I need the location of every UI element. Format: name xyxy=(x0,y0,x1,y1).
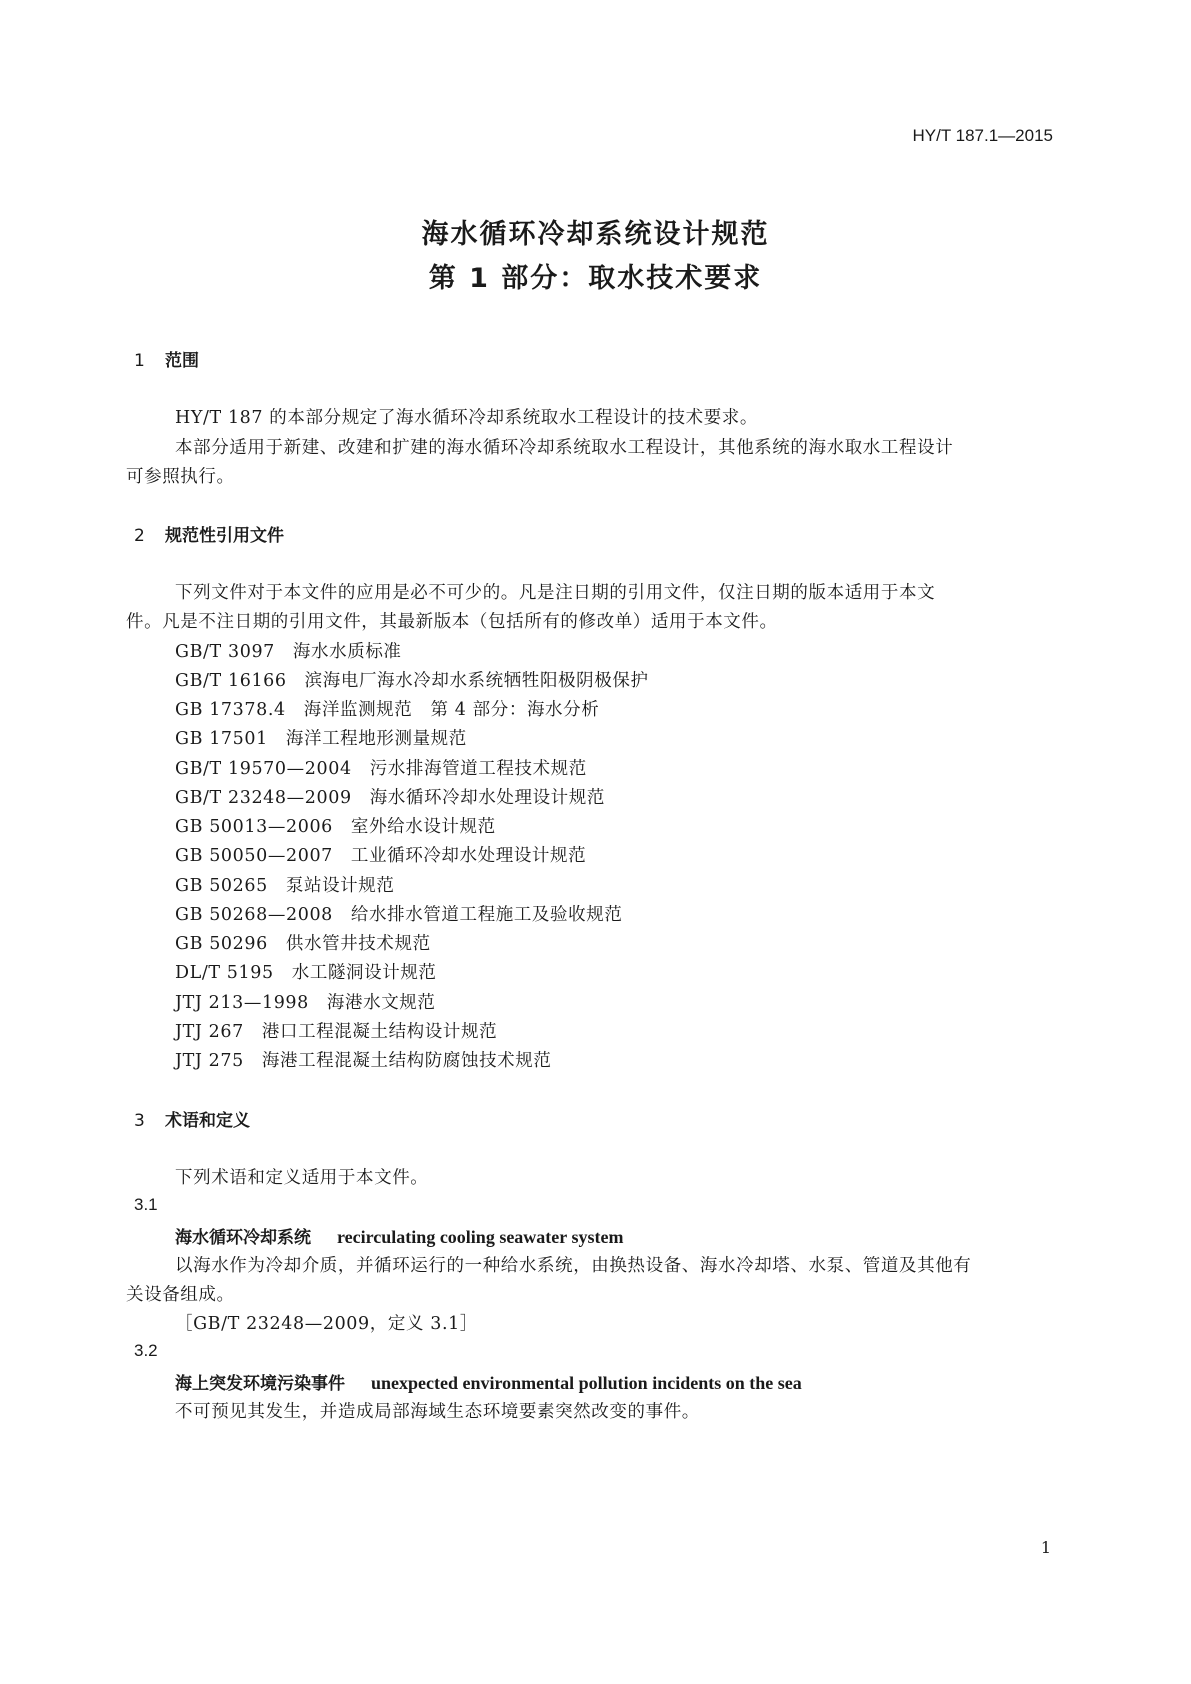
section-number: 3 xyxy=(134,1111,145,1131)
term-heading xyxy=(175,1223,623,1248)
reference-title: 海水循环冷却水处理设计规范 xyxy=(369,788,605,808)
reference-code: JTJ 275 xyxy=(175,1051,244,1071)
paragraph: HY/T 187 的本部分规定了海水循环冷却系统取水工程设计的技术要求。 xyxy=(175,408,759,428)
reference-title: 滨海电厂海水冷却水系统牺牲阳极阴极保护 xyxy=(304,671,649,691)
section-number: 1 xyxy=(134,351,145,371)
section-number: 2 xyxy=(134,526,145,546)
term-number: 3.1 xyxy=(134,1195,158,1214)
reference-item xyxy=(175,755,587,780)
reference-code: GB 17378.4 xyxy=(175,700,286,720)
reference-title: 给水排水管道工程施工及验收规范 xyxy=(350,905,623,925)
reference-title: 海港工程混凝土结构防腐蚀技术规范 xyxy=(261,1051,552,1071)
reference-code: GB/T 19570—2004 xyxy=(175,759,352,779)
term-number: 3.2 xyxy=(134,1341,158,1360)
reference-title: 工业循环冷却水处理设计规范 xyxy=(350,846,587,866)
reference-code: GB 50265 xyxy=(175,876,268,896)
reference-item xyxy=(175,959,437,984)
reference-item xyxy=(175,901,622,926)
reference-code: DL/T 5195 xyxy=(175,963,274,983)
term-definition: 不可预见其发生，并造成局部海域生态环境要素突然改变的事件。 xyxy=(175,1402,700,1422)
reference-item xyxy=(175,725,467,750)
term-definition-continuation: 关设备组成。 xyxy=(126,1285,235,1305)
reference-title: 水工隧洞设计规范 xyxy=(291,963,437,983)
reference-code: GB/T 16166 xyxy=(175,671,287,691)
reference-title: 室外给水设计规范 xyxy=(350,817,496,837)
section-title: 范围 xyxy=(165,351,199,371)
reference-title: 海水水质标准 xyxy=(292,642,402,662)
reference-code: JTJ 213—1998 xyxy=(175,993,309,1013)
term-chinese: 海水循环冷却系统 xyxy=(175,1228,311,1248)
paragraph: 本部分适用于新建、改建和扩建的海水循环冷却系统取水工程设计，其他系统的海水取水工程设计 xyxy=(175,438,954,458)
reference-title: 供水管井技术规范 xyxy=(285,934,431,954)
section-title: 术语和定义 xyxy=(165,1111,250,1131)
section-3-heading xyxy=(134,1106,250,1131)
reference-title: 港口工程混凝土结构设计规范 xyxy=(261,1022,498,1042)
reference-item xyxy=(175,638,402,663)
document-subtitle: 第 1 部分：取水技术要求 xyxy=(428,263,763,294)
reference-code: GB 50268—2008 xyxy=(175,905,333,925)
reference-code: GB 50013—2006 xyxy=(175,817,333,837)
section-1-heading xyxy=(134,346,199,371)
reference-title: 海洋工程地形测量规范 xyxy=(285,729,467,749)
document-title: 海水循环冷却系统设计规范 xyxy=(421,219,770,250)
reference-item xyxy=(175,842,586,867)
reference-code: GB 50050—2007 xyxy=(175,846,333,866)
reference-item xyxy=(175,1018,497,1043)
term-source: ［GB/T 23248—2009，定义 3.1］ xyxy=(175,1314,478,1334)
reference-code: GB/T 23248—2009 xyxy=(175,788,352,808)
paragraph-continuation: 件。凡是不注日期的引用文件，其最新版本（包括所有的修改单）适用于本文件。 xyxy=(126,612,778,632)
term-definition: 以海水作为冷却介质，并循环运行的一种给水系统，由换热设备、海水冷却塔、水泵、管道及其他有 xyxy=(175,1256,972,1276)
page-number: 1 xyxy=(1040,1538,1051,1557)
paragraph: 下列文件对于本文件的应用是必不可少的。凡是注日期的引用文件，仅注日期的版本适用于本文 xyxy=(175,583,936,603)
section-title: 规范性引用文件 xyxy=(165,526,284,546)
reference-code: GB/T 3097 xyxy=(175,642,275,662)
reference-item xyxy=(175,1047,551,1072)
reference-item xyxy=(175,989,436,1014)
section-2-heading xyxy=(134,521,284,546)
reference-item xyxy=(175,667,649,692)
term-english: recirculating cooling seawater system xyxy=(337,1227,624,1247)
term-english: unexpected environmental pollution incidents on the sea xyxy=(371,1373,802,1393)
reference-item xyxy=(175,696,599,721)
term-chinese: 海上突发环境污染事件 xyxy=(175,1374,345,1394)
reference-item xyxy=(175,872,394,897)
standard-code: HY/T 187.1—2015 xyxy=(912,126,1053,145)
paragraph-continuation: 可参照执行。 xyxy=(126,467,235,487)
reference-title: 泵站设计规范 xyxy=(285,876,395,896)
reference-item xyxy=(175,784,605,809)
reference-code: GB 50296 xyxy=(175,934,268,954)
reference-title: 海洋监测规范 第 4 部分：海水分析 xyxy=(303,700,600,720)
reference-code: JTJ 267 xyxy=(175,1022,244,1042)
reference-title: 污水排海管道工程技术规范 xyxy=(369,759,587,779)
reference-code: GB 17501 xyxy=(175,729,268,749)
term-heading xyxy=(175,1369,802,1394)
reference-item xyxy=(175,813,496,838)
reference-item xyxy=(175,930,431,955)
paragraph: 下列术语和定义适用于本文件。 xyxy=(175,1168,429,1188)
reference-title: 海港水文规范 xyxy=(326,993,436,1013)
